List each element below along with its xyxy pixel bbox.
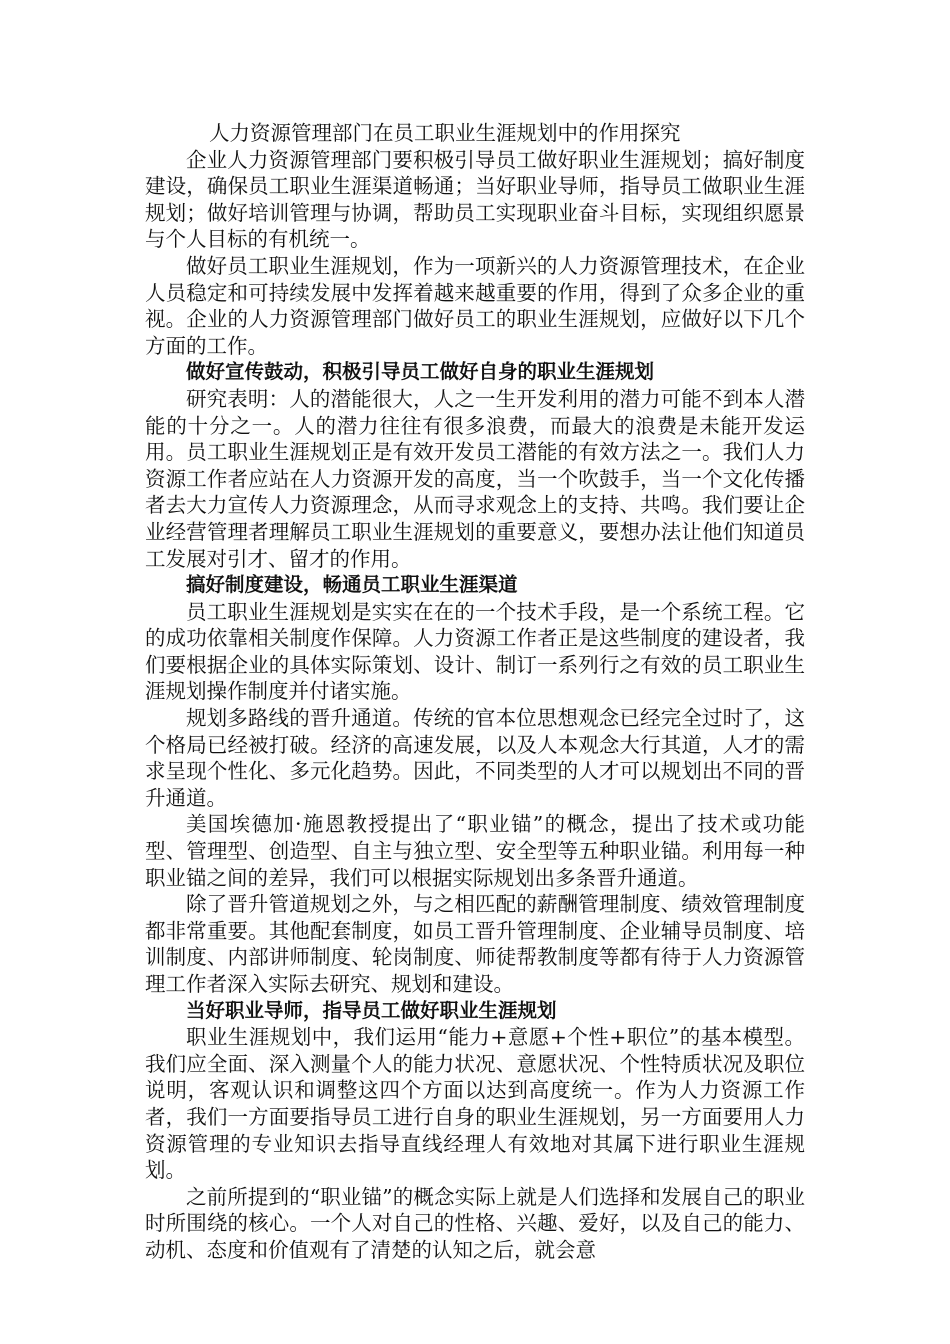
- section-heading: 做好宣传鼓动，积极引导员工做好自身的职业生涯规划: [186, 360, 655, 384]
- paragraph: 做好员工职业生涯规划，作为一项新兴的人力资源管理技术，在企业人员稳定和可持续发展中发挥着越来越重要的作用，得到了众多企业的重视。企业的人力资源管理部门做好员工的职业生涯规划，应做好以下几个方面的工作。: [145, 253, 805, 358]
- paragraph: 之前所提到的“职业锚”的概念实际上就是人们选择和发展自己的职业时所围绕的核心。一个人对自己的性格、兴趣、爱好，以及自己的能力、动机、态度和价值观有了清楚的认知之后，就会意: [145, 1184, 805, 1262]
- section-heading: 搞好制度建设，畅通员工职业生涯渠道: [186, 573, 518, 597]
- document-body: [145, 120, 805, 1264]
- paragraph: 员工职业生涯规划是实实在在的一个技术手段，是一个系统工程。它的成功依靠相关制度作保障。人力资源工作者正是这些制度的建设者，我们要根据企业的具体实际策划、设计、制订一系列行之有效的员工职业生涯规划操作制度并付诸实施。: [145, 599, 805, 704]
- paragraph: 研究表明：人的潜能很大，人之一生开发利用的潜力可能不到本人潜能的十分之一。人的潜力往往有很多浪费，而最大的浪费是未能开发运用。员工职业生涯规划正是有效开发员工潜能的有效方法之一。我们人力资源工作者应站在人力资源开发的高度，当一个吹鼓手，当一个文化传播者去大力宣传人力资源理念，从而寻求观念上的支持、共鸣。我们要让企业经营管理者理解员工职业生涯规划的重要意义，要想办法让他们知道员工发展对引才、留才的作用。: [145, 386, 805, 571]
- document-title: 人力资源管理部门在员工职业生涯规划中的作用探究: [209, 121, 681, 145]
- paragraph: 美国埃德加·施恩教授提出了“职业锚”的概念，提出了技术或功能型、管理型、创造型、自主与独立型、安全型等五种职业锚。利用每一种职业锚之间的差异，我们可以根据实际规划出多条晋升通道。: [145, 812, 805, 890]
- paragraph: 规划多路线的晋升通道。传统的官本位思想观念已经完全过时了，这个格局已经被打破。经济的高速发展，以及人本观念大行其道，人才的需求呈现个性化、多元化趋势。因此，不同类型的人才可以规划出不同的晋升通道。: [145, 706, 805, 810]
- paragraph: 企业人力资源管理部门要积极引导员工做好职业生涯规划；搞好制度建设，确保员工职业生涯渠道畅通；当好职业导师，指导员工做职业生涯规划；做好培训管理与协调，帮助员工实现职业奋斗目标，实现组织愿景与个人目标的有机统一。: [145, 147, 805, 252]
- paragraph: 职业生涯规划中，我们运用“能力+意愿+个性+职位”的基本模型。我们应全面、深入测量个人的能力状况、意愿状况、个性特质状况及职位说明，客观认识和调整这四个方面以达到高度统一。作为人力资源工作者，我们一方面要指导员工进行自身的职业生涯规划，另一方面要用人力资源管理的专业知识去指导直线经理人有效地对其属下进行职业生涯规划。: [145, 1025, 805, 1183]
- section-heading: 当好职业导师，指导员工做好职业生涯规划: [186, 998, 557, 1022]
- paragraph: 除了晋升管道规划之外，与之相匹配的薪酬管理制度、绩效管理制度都非常重要。其他配套制度，如员工晋升管理制度、企业辅导员制度、培训制度、内部讲师制度、轮岗制度、师徒帮教制度等都有待于人力资源管理工作者深入实际去研究、规划和建设。: [145, 892, 805, 996]
